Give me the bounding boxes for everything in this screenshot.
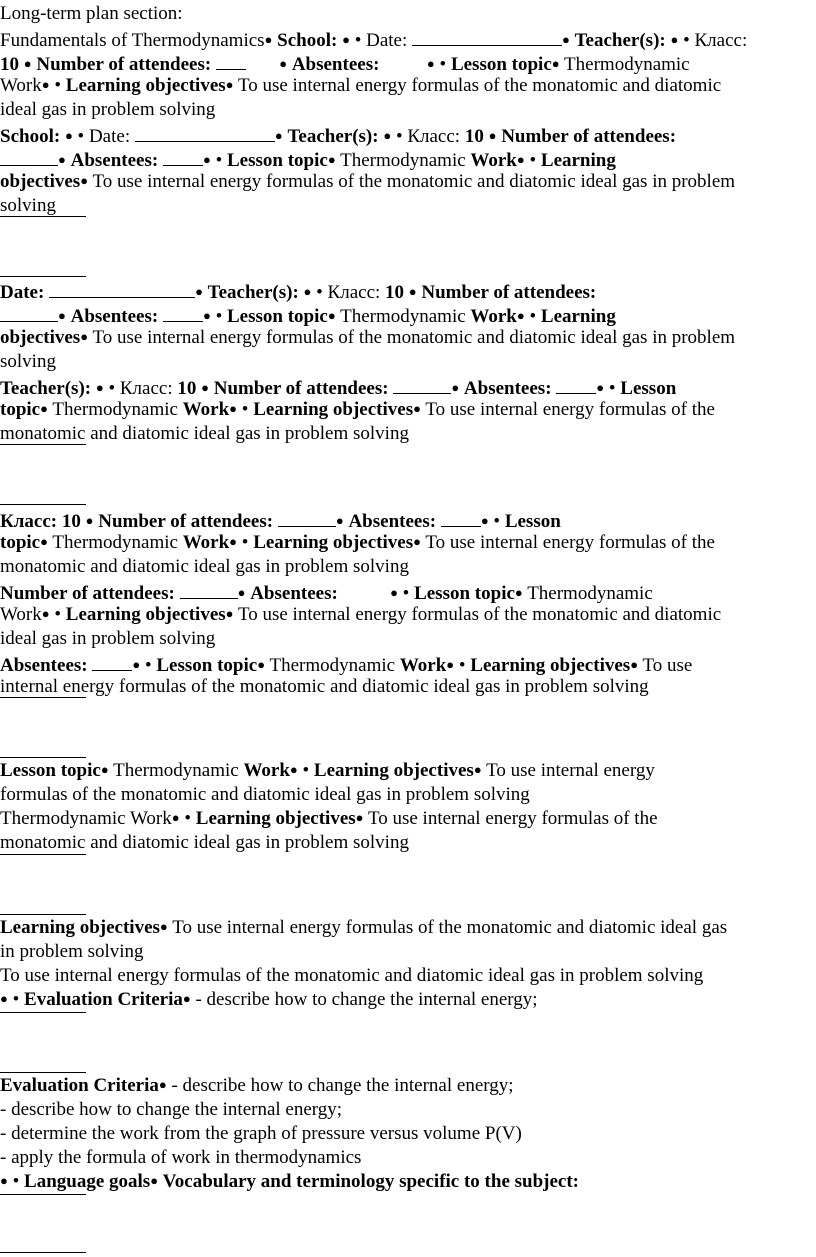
bullet-icon: ●: [630, 657, 639, 672]
topic-label: topic: [60, 760, 101, 781]
absentees-label: Absentees:: [291, 54, 380, 75]
lesson-label: Lesson: [0, 760, 56, 781]
line: [0, 302, 816, 326]
attendees-blank: [216, 50, 246, 70]
bullet-icon: ●: [202, 308, 211, 323]
school-label: School:: [0, 126, 61, 147]
bullet-icon: ●: [100, 762, 109, 777]
line: [0, 783, 816, 807]
bullet-icon: ●: [327, 308, 336, 323]
bullet-icon: ●: [80, 173, 89, 188]
topic-label: topic: [217, 655, 258, 676]
absentees-label: Absentees:: [70, 306, 159, 327]
bullet-icon: ●: [335, 513, 344, 528]
objective-text-cont: solving: [0, 195, 56, 216]
line: [0, 398, 816, 422]
teachers-label: Teacher(s):: [0, 378, 92, 399]
absentees-blank: [163, 146, 203, 166]
attendees-blank: [393, 374, 451, 394]
objective-text-full: To use internal energy formulas of the monatomic and diatomic ideal gas in problem solving: [0, 965, 704, 986]
bullet-icon: •: [402, 583, 410, 604]
bullet-icon: ●: [516, 308, 525, 323]
criterion-text: - describe how to change the internal energy;: [195, 989, 538, 1010]
long-term-plan-label: Long-term plan section:: [0, 3, 183, 24]
topic-label: topic: [0, 532, 41, 553]
section-name: Fundamentals of Thermodynamics: [0, 30, 265, 51]
topic-thermo: Thermodynamic: [0, 808, 126, 829]
lesson-label: Lesson: [156, 655, 213, 676]
bullet-icon: ●: [514, 585, 523, 600]
class-label: Класс:: [327, 282, 381, 303]
bullet-icon: ●: [562, 32, 570, 47]
topic-label: topic: [474, 583, 515, 604]
bullet-icon: ●: [413, 401, 421, 416]
teachers-label: Teacher(s):: [207, 282, 299, 303]
bullet-icon: •: [439, 54, 447, 75]
bullet-icon: ●: [0, 991, 8, 1006]
objectives-label: objectives: [0, 327, 81, 348]
learning-objectives-label: Learning objectives: [313, 760, 474, 781]
teachers-label: Teacher(s):: [287, 126, 379, 147]
separator-line: [0, 276, 86, 277]
absentees-label: Absentees:: [250, 583, 338, 604]
bullet-icon: ●: [229, 534, 238, 549]
bullet-icon: •: [241, 399, 249, 420]
language-goals-label: Language goals: [24, 1171, 151, 1192]
date-blank: [412, 26, 562, 46]
teachers-label: Teacher(s):: [574, 30, 666, 51]
slide-text-block-1: [0, 2, 816, 218]
bullet-icon: •: [77, 126, 85, 147]
objectives-label: objectives: [0, 171, 81, 192]
criterion-item: - determine the work from the graph of pressure versus volume P(V): [0, 1123, 522, 1144]
line: [0, 1146, 816, 1170]
objective-text: To use internal energy: [486, 760, 655, 781]
topic-work: Work: [470, 150, 517, 171]
class-label: Класс:: [407, 126, 461, 147]
objective-text: To use: [642, 655, 693, 676]
objective-text-cont: monatomic and diatomic ideal gas in problem solving: [0, 832, 409, 853]
topic-thermo: Thermodynamic: [113, 760, 239, 781]
learning-objectives-label: Learning objectives: [195, 808, 356, 829]
line: [0, 1074, 816, 1098]
bullet-icon: ●: [195, 284, 203, 299]
bullet-icon: •: [108, 378, 116, 399]
learning-label: Learning: [540, 306, 616, 327]
bullet-icon: ●: [202, 152, 211, 167]
bullet-icon: •: [395, 126, 403, 147]
line: [0, 146, 816, 170]
class-value: 10: [0, 54, 19, 75]
bullet-icon: •: [241, 532, 249, 553]
attendees-label: Number of attendees:: [36, 54, 212, 75]
class-label: Класс:: [0, 511, 58, 532]
line: [0, 531, 816, 555]
learning-label: Learning: [540, 150, 616, 171]
topic-work: Work: [0, 604, 42, 625]
slide-text-block-2: [0, 278, 816, 446]
bullet-icon: ●: [383, 128, 392, 143]
attendees-blank: [0, 302, 58, 322]
topic-work: Work: [470, 306, 517, 327]
bullet-icon: ●: [551, 56, 560, 71]
bullet-icon: ●: [257, 657, 266, 672]
bullet-icon: ●: [85, 513, 94, 528]
bullet-icon: •: [54, 604, 62, 625]
line: [0, 98, 816, 122]
line: [0, 122, 816, 146]
lesson-label: Lesson: [504, 511, 561, 532]
line: [0, 374, 816, 398]
topic-label: topic: [0, 399, 41, 420]
separator-line: [0, 697, 86, 698]
topic-label: topic: [287, 306, 328, 327]
objective-text-cont: in problem solving: [0, 941, 144, 962]
bullet-icon: •: [12, 1171, 20, 1192]
bullet-icon: ●: [159, 919, 168, 934]
bullet-icon: ●: [516, 152, 525, 167]
bullet-icon: •: [215, 306, 223, 327]
objective-text: To use internal energy formulas of the: [425, 399, 715, 420]
school-label: School:: [277, 30, 338, 51]
line: [0, 759, 816, 783]
bullet-icon: ●: [408, 284, 417, 299]
topic-thermo: Thermodynamic: [340, 306, 466, 327]
learning-objectives-label: Learning objectives: [65, 75, 226, 96]
bullet-icon: ●: [390, 585, 398, 600]
topic-thermo: Thermodynamic: [340, 150, 466, 171]
topic-label: topic: [511, 54, 552, 75]
line: [0, 278, 816, 302]
bullet-icon: •: [302, 760, 310, 781]
lesson-label: Lesson: [450, 54, 507, 75]
line: [0, 74, 816, 98]
line: [0, 50, 816, 74]
class-label: Класс:: [119, 378, 173, 399]
bullet-icon: ●: [279, 56, 288, 71]
line: [0, 579, 816, 603]
bullet-icon: •: [683, 30, 690, 51]
bullet-icon: ●: [480, 513, 489, 528]
bullet-icon: ●: [95, 380, 104, 395]
separator-line: [0, 854, 86, 855]
separator-line: [0, 1252, 86, 1253]
bullet-icon: ●: [446, 657, 455, 672]
line: [0, 1122, 816, 1146]
class-value: 10: [177, 378, 197, 399]
bullet-icon: ●: [58, 152, 66, 167]
separator-line: [0, 914, 86, 915]
bullet-icon: ●: [488, 128, 497, 143]
objective-text: To use internal energy formulas of the: [367, 808, 658, 829]
objective-text-cont: formulas of the monatomic and diatomic ideal gas in problem solving: [0, 784, 530, 805]
lesson-label: Lesson: [226, 150, 283, 171]
separator-line: [0, 1072, 86, 1073]
objective-text-cont: solving: [0, 351, 56, 372]
absentees-label: Absentees:: [463, 378, 552, 399]
date-blank: [135, 122, 275, 142]
line: [0, 940, 816, 964]
date-blank: [49, 278, 195, 298]
attendees-label: Number of attendees:: [421, 282, 597, 303]
bullet-icon: ●: [0, 1173, 8, 1188]
class-value: 10: [464, 126, 484, 147]
evaluation-criteria-label: Evaluation Criteria: [0, 1075, 159, 1096]
bullet-icon: ●: [182, 991, 191, 1006]
bullet-icon: ●: [413, 534, 421, 549]
bullet-icon: ●: [64, 128, 73, 143]
objective-text-cont: monatomic and diatomic ideal gas in problem solving: [0, 556, 409, 577]
line: [0, 507, 816, 531]
line: [0, 170, 816, 194]
bullet-icon: •: [316, 282, 323, 303]
learning-objectives-label: Learning objectives: [253, 532, 414, 553]
bullet-icon: •: [12, 989, 20, 1010]
bullet-icon: •: [54, 75, 62, 96]
attendees-blank: [0, 146, 58, 166]
topic-work: Work: [399, 655, 447, 676]
bullet-icon: •: [144, 655, 152, 676]
separator-line: [0, 216, 86, 217]
absentees-blank: [163, 302, 203, 322]
line: [0, 326, 816, 350]
objective-text-cont: internal energy formulas of the monatomic and diatomic ideal gas in problem solving: [0, 676, 649, 697]
bullet-icon: •: [458, 655, 466, 676]
absentees-blank: [92, 651, 132, 671]
separator-line: [0, 1194, 86, 1195]
absentees-blank: [441, 507, 481, 527]
objective-text: To use internal energy formulas of the: [425, 532, 715, 553]
bullet-icon: ●: [23, 56, 32, 71]
bullet-icon: ●: [41, 606, 50, 621]
bullet-icon: •: [529, 306, 537, 327]
bullet-icon: ●: [40, 534, 48, 549]
evaluation-criteria-label: Evaluation Criteria: [24, 989, 183, 1010]
line: [0, 422, 816, 446]
absentees-blank: [556, 374, 596, 394]
line: [0, 603, 816, 627]
date-label: Date:: [88, 126, 131, 147]
bullet-icon: •: [529, 150, 537, 171]
class-value: 10: [385, 282, 405, 303]
attendees-label: Number of attendees:: [213, 378, 389, 399]
line: [0, 1098, 816, 1122]
bullet-icon: ●: [40, 401, 48, 416]
slide-text-block-3: [0, 507, 816, 699]
absentees-label: Absentees:: [348, 511, 437, 532]
class-value: 10: [61, 511, 81, 532]
bullet-icon: •: [608, 378, 616, 399]
date-label: Date:: [366, 30, 408, 51]
bullet-icon: ●: [473, 762, 482, 777]
separator-line: [0, 504, 86, 505]
objective-text: To use internal energy formulas of the monatomic and diatomic ideal gas in problem: [92, 327, 736, 348]
learning-objectives-label: Learning objectives: [470, 655, 631, 676]
bullet-icon: ●: [150, 1173, 159, 1188]
objective-text: To use internal energy formulas of the monatomic and diatomic: [237, 75, 722, 96]
lesson-label: Lesson: [414, 583, 471, 604]
bullet-icon: ●: [327, 152, 336, 167]
topic-work: Work: [0, 75, 42, 96]
topic-thermo: Thermodynamic: [269, 655, 396, 676]
line: [0, 350, 816, 374]
attendees-label: Number of attendees:: [501, 126, 677, 147]
line: [0, 627, 816, 651]
bullet-icon: ●: [41, 77, 50, 92]
bullet-icon: ●: [342, 32, 350, 47]
objective-text: To use internal energy formulas of the monatomic and diatomic: [237, 604, 722, 625]
objective-text-cont: monatomic and diatomic ideal gas in problem solving: [0, 423, 409, 444]
bullet-icon: ●: [132, 657, 141, 672]
attendees-label: Number of attendees:: [98, 511, 274, 532]
bullet-icon: ●: [237, 585, 246, 600]
topic-thermo: Thermodynamic: [527, 583, 653, 604]
bullet-icon: ●: [355, 810, 364, 825]
bullet-icon: ●: [289, 762, 298, 777]
line: [0, 26, 816, 50]
separator-line: [0, 444, 86, 445]
bullet-icon: ●: [670, 32, 679, 47]
slide-text-block-6: [0, 1074, 816, 1194]
topic-thermo: Thermodynamic: [564, 54, 690, 75]
line: [0, 2, 816, 26]
criterion-item: - apply the formula of work in thermodynamics: [0, 1147, 362, 1168]
bullet-icon: •: [354, 30, 362, 51]
bullet-icon: ●: [303, 284, 312, 299]
lesson-label: Lesson: [226, 306, 283, 327]
criterion-text: - describe how to change the internal energy;: [171, 1075, 514, 1096]
line: [0, 831, 816, 855]
attendees-label: Number of attendees:: [0, 583, 175, 604]
criterion-item: - describe how to change the internal energy;: [0, 1099, 343, 1120]
objective-text-cont: ideal gas in problem solving: [0, 628, 216, 649]
bullet-icon: •: [493, 511, 501, 532]
date-label: Date:: [0, 282, 45, 303]
objective-text: To use internal energy formulas of the monatomic and diatomic ideal gas in problem: [92, 171, 736, 192]
line: [0, 964, 816, 988]
separator-line: [0, 1012, 86, 1013]
line: [0, 675, 816, 699]
line: [0, 651, 816, 675]
objective-text-cont: ideal gas in problem solving: [0, 99, 216, 120]
learning-objectives-label: Learning objectives: [0, 917, 160, 938]
bullet-icon: ●: [225, 77, 234, 92]
class-label: Класс:: [694, 30, 748, 51]
bullet-icon: ●: [80, 329, 89, 344]
slide-text-block-4: [0, 759, 816, 855]
attendees-blank: [278, 507, 336, 527]
bullet-icon: ●: [274, 128, 283, 143]
bullet-icon: ●: [225, 606, 234, 621]
bullet-icon: ●: [451, 380, 460, 395]
objective-text: To use internal energy formulas of the monatomic and diatomic ideal gas: [172, 917, 728, 938]
topic-work: Work: [182, 532, 230, 553]
topic-thermo: Thermodynamic: [52, 532, 178, 553]
line: [0, 555, 816, 579]
topic-work: Work: [130, 808, 172, 829]
topic-thermo: Thermodynamic: [52, 399, 178, 420]
separator-line: [0, 757, 86, 758]
learning-objectives-label: Learning objectives: [65, 604, 226, 625]
absentees-label: Absentees:: [0, 655, 88, 676]
topic-label: topic: [287, 150, 328, 171]
bullet-icon: ●: [158, 1077, 167, 1092]
line: [0, 916, 816, 940]
slide-text-block-5: [0, 916, 816, 1012]
bullet-icon: •: [184, 808, 192, 829]
bullet-icon: ●: [596, 380, 605, 395]
bullet-icon: ●: [426, 56, 435, 71]
vocabulary-label: Vocabulary and terminology specific to the subject:: [162, 1171, 580, 1192]
topic-work: Work: [182, 399, 230, 420]
line: [0, 807, 816, 831]
learning-objectives-label: Learning objectives: [253, 399, 414, 420]
line: [0, 988, 816, 1012]
bullet-icon: •: [215, 150, 223, 171]
bullet-icon: ●: [171, 810, 180, 825]
attendees-blank: [180, 579, 238, 599]
line: [0, 1170, 816, 1194]
topic-work: Work: [243, 760, 290, 781]
bullet-icon: ●: [201, 380, 209, 395]
lesson-label: Lesson: [620, 378, 677, 399]
bullet-icon: ●: [264, 32, 273, 47]
bullet-icon: ●: [229, 401, 238, 416]
bullet-icon: ●: [58, 308, 66, 323]
absentees-label: Absentees:: [70, 150, 159, 171]
line: [0, 194, 816, 218]
